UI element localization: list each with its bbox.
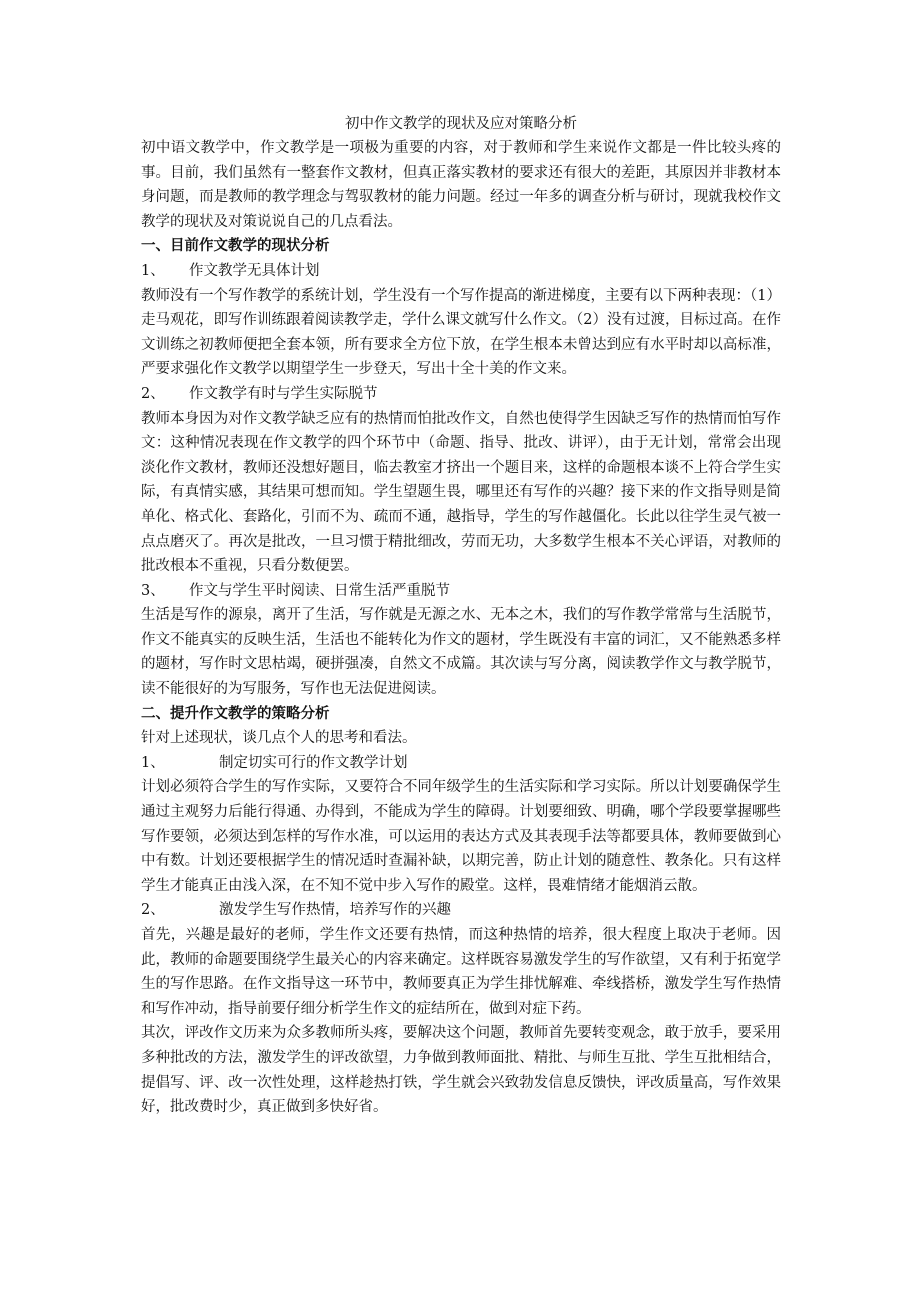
section-heading-2: 二、提升作文教学的策略分析	[141, 704, 330, 722]
body-paragraph: 计划必须符合学生的写作实际，又要符合不同年级学生的生活实际和学习实际。所以计划要确保学生通过主观努力后能行得通、办得到，不能成为学生的障碍。计划要细致、明确，哪个学段要掌握哪些写作要领，必须达到怎样的写作水准，可以运用的表达方式及其表现手法等都要具体，教师要做到心中有数。计划还要根据学生的情况适时查漏补缺，以期完善，防止计划的随意性、教条化。只有这样学生才能真正由浅入深，在不知不觉中步入写作的殿堂。这样，畏难情绪才能烟消云散。	[141, 779, 781, 894]
subheading-title: 激发学生写作热情，培养写作的兴趣	[219, 902, 451, 919]
body-paragraph: 教师没有一个写作教学的系统计划，学生没有一个写作提高的渐进梯度，主要有以下两种表现：（1）走马观花，即写作训练跟着阅读教学走，学什么课文就写什么作文。（2）没有过渡，目标过高。在作文训练之初教师便把全套本领，所有要求全方位下放，在学生根本未曾达到应有水平时却以高标准，严要求强化作文教学以期望学生一步登天，写出十全十美的作文来。	[141, 287, 781, 378]
document-title: 初中作文教学的现状及应对策略分析	[345, 116, 577, 132]
subheading-number: 3、	[141, 582, 165, 599]
subheading-title: 作文教学无具体计划	[189, 262, 320, 279]
subheading-number: 1、	[141, 262, 165, 279]
subheading-number: 1、	[141, 754, 165, 771]
body-paragraph: 生活是写作的源泉，离开了生活，写作就是无源之水、无本之木，我们的写作教学常常与生活脱节，作文不能真实的反映生活，生活也不能转化为作文的题材，学生既没有丰富的词汇，又不能熟悉多样的题材，写作时文思枯竭，硬拼强凑，自然文不成篇。其次读与写分离，阅读教学作文与教学脱节，读不能很好的为写服务，写作也无法促进阅读。	[141, 607, 781, 698]
section-heading-1: 一、目前作文教学的现状分析	[141, 237, 330, 255]
body-paragraph: 其次，评改作文历来为众多教师所头疼，要解决这个问题，教师首先要转变观念，敢于放手，要采用多种批改的方法，激发学生的评改欲望，力争做到教师面批、精批、与师生互批、学生互批相结合，提倡写、评、改一次性处理，这样趁热打铁，学生就会兴致勃发信息反馈快，评改质量高，写作效果好，批改费时少，真正做到多快好省。	[141, 1025, 781, 1116]
body-paragraph: 教师本身因为对作文教学缺乏应有的热情而怕批改作文，自然也使得学生因缺乏写作的热情而怕写作文：这种情况表现在作文教学的四个环节中（命题、指导、批改、讲评），由于无计划，常常会出现淡化作文教材，教师还没想好题目，临去教室才挤出一个题目来，这样的命题根本谈不上符合学生实际，有真情实感，其结果可想而知。学生望题生畏，哪里还有写作的兴趣？接下来的作文指导则是简单化、格式化、套路化，引而不为、疏而不通，越指导，学生的写作越僵化。长此以往学生灵气被一点点磨灭了。再次是批改，一旦习惯于精批细改，劳而无功，大多数学生根本不关心评语，对教师的批改根本不重视，只看分数便罢。	[141, 410, 781, 575]
subheading-2-2	[141, 898, 781, 923]
subheading-title: 作文与学生平时阅读、日常生活严重脱节	[189, 582, 450, 599]
subheading-2-1	[141, 751, 781, 776]
document-page	[141, 112, 781, 1120]
subheading-number: 2、	[141, 902, 165, 919]
subheading-title: 制定切实可行的作文教学计划	[219, 754, 408, 771]
subheading-1-1	[141, 259, 781, 284]
subheading-1-2	[141, 382, 781, 407]
section-intro-paragraph: 针对上述现状，谈几点个人的思考和看法。	[141, 730, 417, 747]
intro-paragraph: 初中语文教学中，作文教学是一项极为重要的内容，对于教师和学生来说作文都是一件比较头疼的事。目前，我们虽然有一整套作文教材，但真正落实教材的要求还有很大的差距，其原因并非教材本身问题，而是教师的教学理念与驾驭教材的能力问题。经过一年多的调查分析与研讨，现就我校作文教学的现状及对策说说自己的几点看法。	[141, 140, 781, 230]
subheading-title: 作文教学有时与学生实际脱节	[189, 385, 378, 402]
subheading-number: 2、	[141, 385, 165, 402]
subheading-1-3	[141, 579, 781, 604]
body-paragraph: 首先，兴趣是最好的老师，学生作文还要有热情，而这种热情的培养，很大程度上取决于老师。因此，教师的命题要围绕学生最关心的内容来确定。这样既容易激发学生的写作欲望，又有利于拓宽学生的写作思路。在作文指导这一环节中，教师要真正为学生排忧解难、牵线搭桥，激发学生写作热情和写作冲动，指导前要仔细分析学生作文的症结所在，做到对症下药。	[141, 927, 781, 1017]
